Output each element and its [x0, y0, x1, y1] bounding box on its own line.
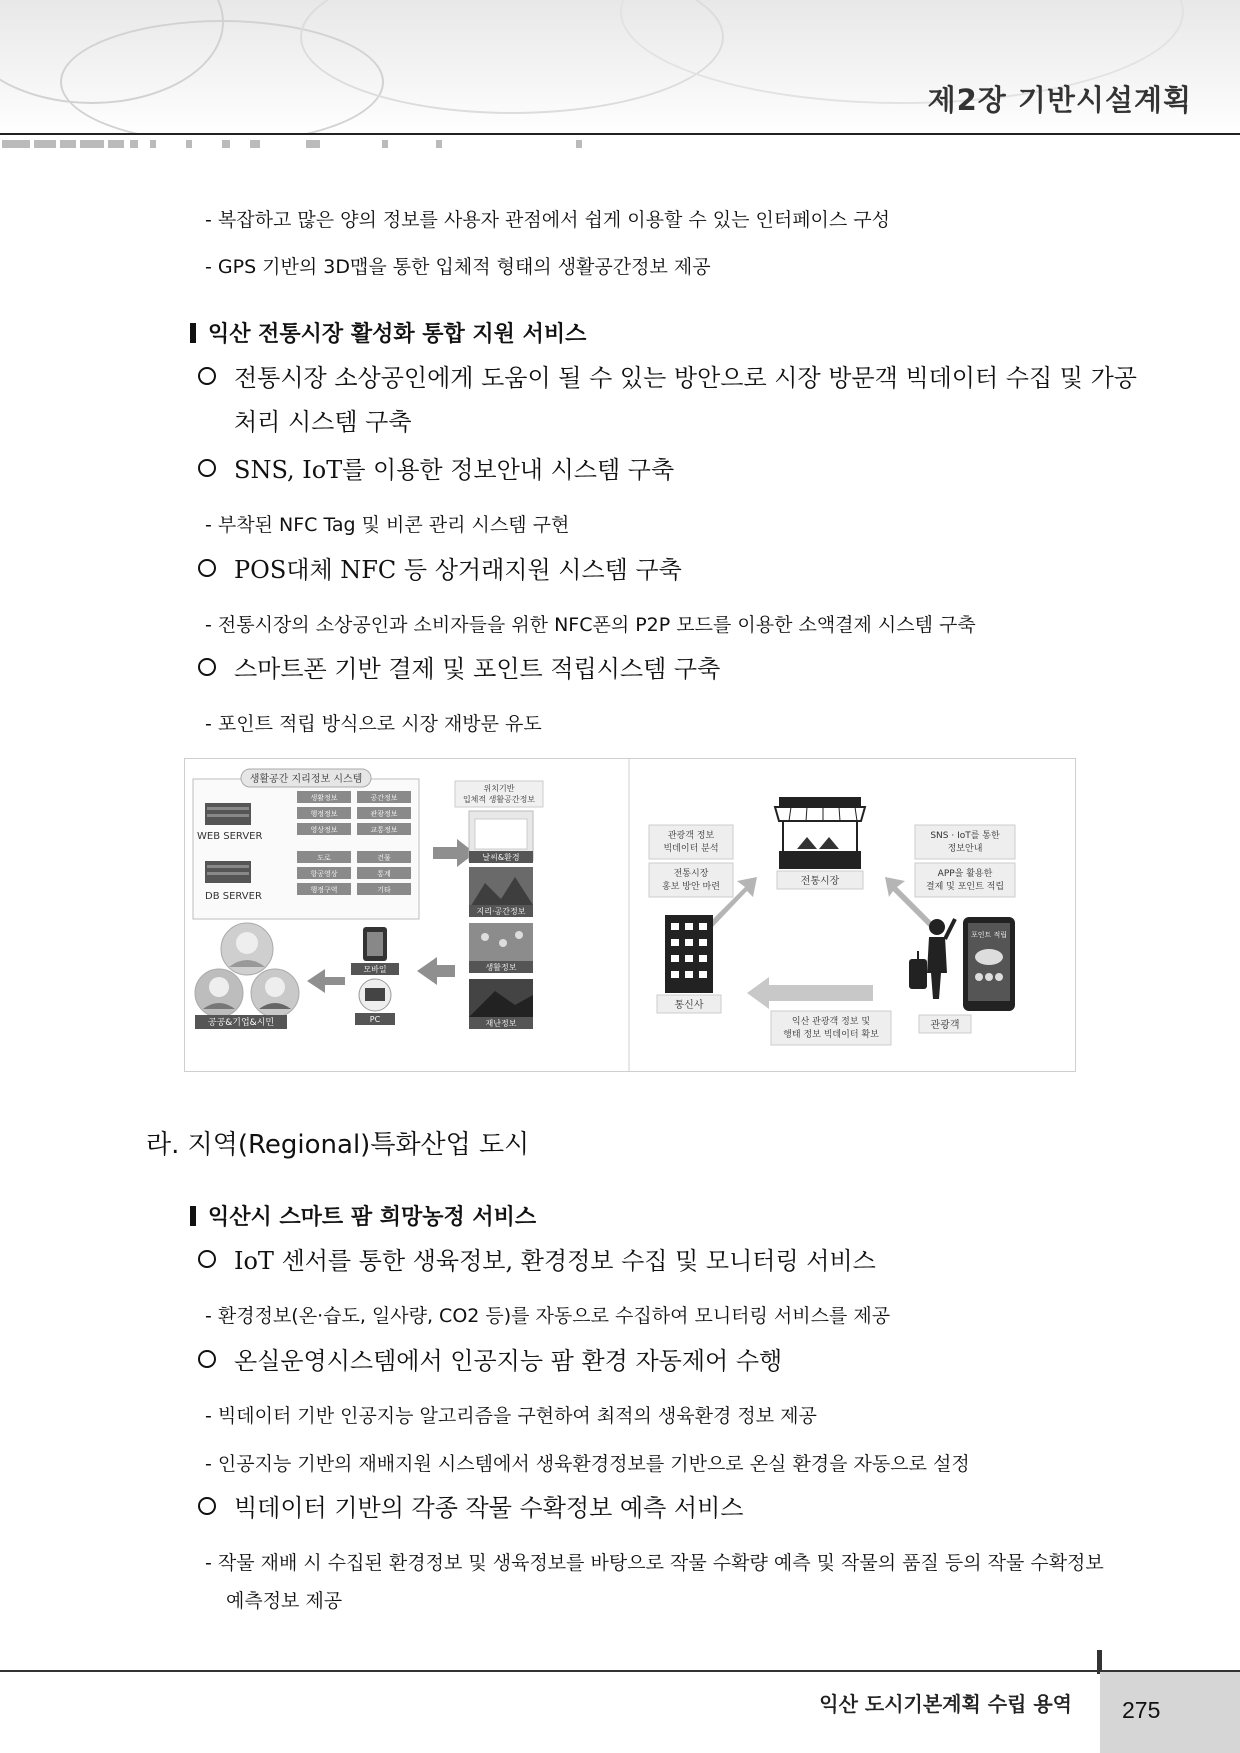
data-tag-label: 관광정보: [370, 810, 398, 818]
svg-text:정보안내: 정보안내: [947, 844, 983, 854]
tourist-icon: [929, 919, 945, 935]
market-item-3: POS대체 NFC 등 상거래지원 시스템 구축: [198, 550, 682, 590]
circle-bullet-icon: [198, 367, 216, 385]
data-tag-label: 항공영상: [310, 870, 338, 878]
circle-bullet-icon: [198, 459, 216, 477]
intro-dash-1: - 복잡하고 많은 양의 정보를 사용자 관점에서 쉽게 이용할 수 있는 인터페이스 구성: [205, 209, 891, 231]
subheading-bar-icon: [190, 323, 196, 343]
chapter-title: 제2장 기반시설계획: [927, 83, 1192, 117]
panel-disaster-label: 재난정보: [485, 1019, 517, 1028]
data-tag-label: 생활정보: [310, 794, 338, 802]
sns-iot-text: SNS · IoT를 통한: [930, 831, 1000, 841]
data-tag-label: 건물: [377, 854, 391, 862]
market-label: 전통시장: [800, 876, 840, 887]
farm-dash-3: - 작물 재배 시 수집된 환경정보 및 생육정보를 바탕으로 작물 수확량 예측 및 작물의 품질 등의 작물 수확정보: [205, 1552, 1104, 1574]
circle-bullet-icon: [198, 658, 216, 676]
market-dash-4: - 포인트 적립 방식으로 시장 재방문 유도: [205, 713, 542, 735]
subheading-bar-icon: [190, 1206, 196, 1226]
farm-dash-2a: - 빅데이터 기반 인공지능 알고리즘을 구현하여 최적의 생육환경 정보 제공: [205, 1405, 817, 1427]
circle-bullet-icon: [198, 1250, 216, 1268]
data-tag-label: 공간정보: [370, 794, 398, 802]
pc-icon: [365, 988, 385, 1001]
farm-dash-2b: - 인공지능 기반의 재배지원 시스템에서 생육환경정보를 기반으로 온실 환경을 자동으로 설정: [205, 1453, 970, 1475]
section-heading: 라. 지역(Regional)특화산업 도시: [146, 1130, 530, 1160]
footer-page-tab: [1100, 1672, 1240, 1753]
phone-label: 포인트 적립: [970, 931, 1008, 939]
circle-bullet-icon: [198, 559, 216, 577]
db-server-label: DB SERVER: [205, 891, 262, 902]
loc-title-2: 입체적 생활공간정보: [462, 795, 536, 804]
intro-dash-2: - GPS 기반의 3D맵을 통한 입체적 형태의 생활공간정보 제공: [205, 256, 711, 278]
farm-item-3: 빅데이터 기반의 각종 작물 수확정보 예측 서비스: [198, 1488, 743, 1528]
telecom-label: 통신사: [674, 1000, 704, 1011]
users-label: 공공&기업&시민: [207, 1018, 275, 1028]
market-item-4: 스마트폰 기반 결제 및 포인트 적립시스템 구축: [198, 649, 720, 689]
market-item-1-cont: 처리 시스템 구축: [234, 408, 412, 436]
circle-bullet-icon: [198, 1350, 216, 1368]
mobile-label: 모바일: [363, 965, 387, 974]
panel-life-label: 생활정보: [485, 963, 517, 972]
market-item-2: SNS, IoT를 이용한 정보안내 시스템 구축: [198, 450, 674, 490]
farm-item-2: 온실운영시스템에서 인공지능 팜 환경 자동제어 수행: [198, 1341, 782, 1381]
arrow-left-icon: [307, 969, 345, 993]
tourist-label: 관광객: [930, 1020, 960, 1031]
footer-rule: [0, 1670, 1240, 1672]
market-stall-icon: [779, 797, 861, 807]
gis-title: 생활공간 지리정보 시스템: [249, 774, 363, 785]
svg-text:행태 정보 빅데이터 확보: 행태 정보 빅데이터 확보: [783, 1030, 879, 1040]
pc-label: PC: [369, 1015, 381, 1024]
farm-item-1: IoT 센서를 통한 생육정보, 환경정보 수집 및 모니터링 서비스: [198, 1241, 876, 1281]
subheading-market: 익산 전통시장 활성화 통합 지원 서비스: [190, 317, 586, 348]
data-tag-label: 영상정보: [310, 826, 338, 834]
market-dash-3: - 전통시장의 소상공인과 소비자들을 위한 NFC폰의 P2P 모드를 이용한 소액결제 시스템 구축: [205, 614, 976, 636]
data-tag-label: 도로: [317, 854, 331, 862]
market-item-1: 전통시장 소상공인에게 도움이 될 수 있는 방안으로 시장 방문객 빅데이터 수집 및 가공: [198, 358, 1137, 398]
arrow-left-icon: [417, 957, 455, 985]
market-system-figure: [184, 758, 1076, 1072]
panel-geo-label: 지리·공간정보: [476, 907, 526, 916]
svg-text:홍보 방안 마련: 홍보 방안 마련: [662, 882, 720, 892]
data-tag-label: 교통정보: [370, 826, 398, 834]
svg-text:빅데이터 분석: 빅데이터 분석: [663, 844, 719, 854]
tourist-analysis-text: 관광객 정보: [667, 831, 715, 841]
bigdata-text: 익산 관광객 정보 및: [791, 1017, 871, 1027]
data-tag-label: 통계: [377, 870, 391, 878]
header-rule: [0, 133, 1240, 135]
farm-dash-3-cont: 예측정보 제공: [226, 1590, 343, 1612]
panel-weather-label: 날씨&환경: [482, 853, 520, 862]
header-dots: [0, 140, 700, 154]
data-tag-label: 기타: [377, 886, 391, 894]
luggage-icon: [909, 959, 927, 989]
circle-bullet-icon: [198, 1497, 216, 1515]
data-tag-label: 행정구역: [310, 886, 338, 894]
svg-text:결제 및 포인트 적립: 결제 및 포인트 적립: [925, 882, 1005, 892]
subheading-smartfarm: 익산시 스마트 팜 희망농정 서비스: [190, 1200, 536, 1231]
footer-marker: [1097, 1650, 1102, 1674]
footer-title: 익산 도시기본계획 수립 용역: [819, 1692, 1072, 1716]
web-server-label: WEB SERVER: [197, 831, 263, 842]
farm-dash-1: - 환경정보(온·습도, 일사량, CO2 등)를 자동으로 수집하여 모니터링 서비스를 제공: [205, 1305, 891, 1327]
data-tag-label: 행정정보: [310, 810, 338, 818]
market-dash-2: - 부착된 NFC Tag 및 비콘 관리 시스템 구현: [205, 514, 570, 536]
figure-svg: [185, 759, 1075, 1071]
app-payment-text: APP을 활용한: [937, 869, 993, 879]
cycle-arrow-icon: [747, 977, 873, 1009]
page-number: 275: [1122, 1697, 1161, 1723]
promotion-text: 전통시장: [673, 869, 709, 879]
loc-title-1: 위치기반: [483, 784, 515, 793]
